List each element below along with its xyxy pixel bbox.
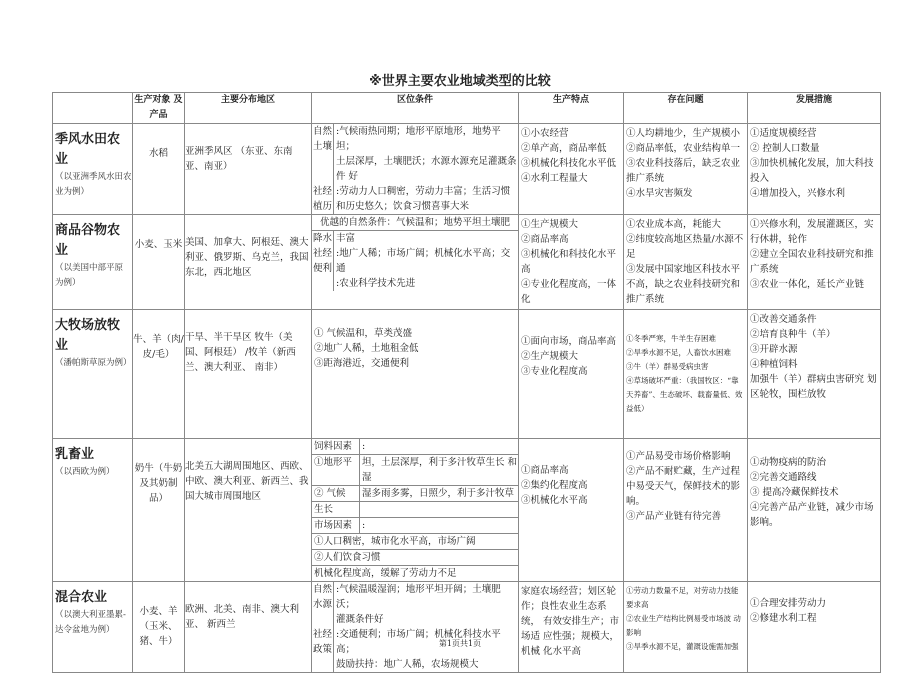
product-cell — [133, 215, 185, 310]
features-cell — [519, 124, 624, 215]
type-example: （以美国中部平原 为例） — [55, 263, 124, 288]
problems-cell — [624, 582, 748, 673]
product-cell — [133, 582, 185, 673]
list-line: ①劳动力数量不足，对劳动力技能要求高 — [626, 586, 739, 609]
measures-cell — [748, 310, 881, 439]
region-cell — [185, 310, 312, 439]
header-cell: 生产对象 及产品 — [133, 93, 185, 124]
table-row — [53, 124, 881, 215]
location-line: 丰富 — [336, 233, 356, 244]
location-group — [312, 582, 518, 627]
list-line: ②建立全国农业科技研究和推广系统 — [750, 249, 874, 275]
page-footer: 第1页共1页 — [438, 639, 482, 648]
header-cell — [53, 93, 133, 124]
location-key: 社经植历 — [312, 186, 332, 212]
list-line: ①面向市场，商品率高 — [521, 336, 617, 347]
measures-cell — [748, 582, 881, 673]
type-example: （以亚洲季风水田农业为例） — [55, 172, 132, 197]
location-cell — [312, 310, 519, 439]
measures-cell — [748, 215, 881, 310]
location-cell — [312, 215, 519, 310]
location-line: :地广人稀；市场广阔；机械化水平高；交通 — [336, 248, 511, 274]
list-line: ①农业成本高，耗能大 — [626, 219, 722, 230]
location-values — [334, 582, 518, 627]
list-line: ④草场破坏严重：（我国牧区：“靠天养畜”、生态破坏、载畜量低、效益低） — [626, 376, 743, 413]
product-text: 牛、羊（肉/皮/毛） — [133, 334, 184, 360]
list-line: ①适度规模经营 — [750, 128, 817, 139]
list-line: ②农业生产结构比例易受市场波 动影响 — [626, 614, 741, 637]
table-row — [53, 215, 881, 310]
list-line: ④增加投入，兴修水利 — [750, 188, 846, 199]
region-cell — [185, 215, 312, 310]
list-line: ③机械化科技化水平低 — [521, 158, 617, 169]
table-row — [53, 310, 881, 439]
type-name: 商品谷物农业 — [55, 223, 121, 258]
location-cell — [312, 439, 519, 582]
location-line: 鼓励扶持：地广人稀，农场规模大 — [336, 659, 479, 670]
list-line: ①商品率高 — [521, 465, 569, 476]
type-cell — [53, 582, 133, 673]
location-group — [312, 517, 518, 533]
location-key: 生长 — [312, 502, 360, 517]
region-cell — [185, 439, 312, 582]
list-line: ②完善交通路线 — [750, 472, 817, 483]
location-key: 社经政策 — [312, 627, 334, 672]
list-line: ②商品率低，农业结构单一 — [626, 143, 741, 154]
list-line: ①合理安排劳动力 — [750, 598, 827, 609]
list-line: ②集约化程度高 — [521, 480, 588, 491]
product-text: 小麦、玉米 — [134, 239, 183, 250]
list-line: ②单产高，商品率低 — [521, 143, 607, 154]
product-text: 水稻 — [148, 148, 168, 159]
features-cell — [519, 215, 624, 310]
location-group — [312, 485, 518, 501]
list-line: ④专业化程度高，一体化 — [521, 279, 617, 305]
type-name: 乳畜业 — [55, 447, 95, 462]
list-line: ②旱季水源不足，人畜饮水困难 — [626, 348, 731, 357]
type-example: （以西欧为例） — [55, 467, 115, 477]
location-key: 社经便利 — [312, 246, 334, 291]
location-key: 自然土壤 — [312, 124, 334, 184]
region-text: 北美五大湖周围地区、西欧、中欧、澳大利亚、新西兰、我国大城市周围地区 — [185, 461, 309, 502]
list-line: 加强牛（羊）群病虫害研究 划区轮牧，围栏放牧 — [750, 374, 877, 400]
list-line: ③农业一体化，延长产业链 — [750, 279, 865, 290]
location-line: 灌溉条件好 — [336, 614, 384, 625]
location-line: ①人口稠密，城市化水平高，市场广阔 — [312, 533, 518, 549]
product-text: 小麦、羊（玉米、猪、牛） — [139, 606, 178, 647]
location-line: :劳动力人口稠密，劳动力丰富；生活习惯和历史悠久；饮食习惯喜事大米 — [336, 186, 511, 212]
list-line: ④种植饲料 — [750, 359, 798, 370]
location-line: ②人们饮食习惯 — [312, 549, 518, 565]
location-group — [312, 184, 518, 214]
location-line: 机械化程度高，缓解了劳动力不足 — [312, 565, 518, 581]
location-line: :气候温暖湿润；地形平坦开阔；土壤肥沃； — [336, 584, 501, 610]
region-text: 欧洲、北美、南非、澳大利亚、 新西兰 — [185, 604, 300, 630]
location-cell — [312, 124, 519, 215]
problems-cell — [624, 215, 748, 310]
region-text: 美国、加拿大、阿根廷、澳大利亚、俄罗斯、乌克兰，我国东北，西北地区 — [185, 237, 309, 278]
features-cell — [519, 439, 624, 582]
location-group — [312, 124, 518, 184]
list-line: ①兴修水利，发展灌溉区，实 行休耕，轮作 — [750, 219, 874, 245]
product-cell — [133, 124, 185, 215]
location-group — [312, 627, 518, 672]
list-line: ④水利工程量大 — [521, 173, 588, 184]
product-text: 奶牛（牛奶及其奶制品） — [134, 463, 183, 504]
location-values — [334, 627, 518, 672]
list-line: ②产品不耐贮藏，生产过程中易受天气，保鲜技术的影响。 — [626, 466, 741, 507]
location-line: 土层深厚，土壤肥沃；水源水源充足灌溉条件 好 — [336, 156, 517, 182]
location-values — [334, 124, 518, 184]
measures-cell — [748, 439, 881, 582]
list-line: ③机械化和科技化水平高 — [521, 249, 617, 275]
region-cell — [185, 582, 312, 673]
list-line: ②修建水利工程 — [750, 613, 817, 624]
location-group — [312, 439, 518, 454]
list-line: ② 控制人口数量 — [750, 143, 820, 154]
list-line: ③ 提高冷藏保鲜技术 — [750, 487, 839, 498]
type-example: （潘帕斯草原为例） — [55, 358, 132, 368]
region-text: 亚洲季风区 （东亚、东南亚、南亚） — [185, 146, 293, 172]
location-key: 饲料因素 — [312, 439, 360, 454]
location-values — [334, 246, 518, 291]
measures-cell — [748, 124, 881, 215]
header-cell: 生产特点 — [519, 93, 624, 124]
type-cell — [53, 439, 133, 582]
product-cell — [133, 439, 185, 582]
features-cell — [519, 582, 624, 673]
list-line: ④水旱灾害频发 — [626, 188, 693, 199]
header-row — [53, 93, 881, 124]
list-line: ①产品易受市场价格影响 — [626, 451, 731, 462]
list-line: ③加快机械化发展，加大科技 投入 — [750, 158, 874, 184]
type-name: 季风水田农业 — [55, 132, 121, 167]
list-line: 家庭农场经营；划区轮作；良性农业生态系统， 有效安排生产；市场适 应性强；规模大，机械 化水平高 — [521, 586, 620, 657]
location-group — [312, 230, 518, 246]
list-line: ① 气候温和，草类茂盛 — [314, 328, 413, 339]
problems-cell — [624, 310, 748, 439]
list-line: ④完善产品产业链，减少市场 影响。 — [750, 502, 874, 528]
problems-cell — [624, 439, 748, 582]
location-key: 市场因素 — [312, 518, 360, 533]
header-cell: 发展措施 — [748, 93, 881, 124]
problems-cell — [624, 124, 748, 215]
list-line: ③牛（羊）群易受病虫害 — [626, 362, 709, 371]
location-group — [312, 246, 518, 291]
list-line: ①冬季严寒，牛羊生存困难 — [626, 334, 716, 343]
location-key: 降水 — [312, 233, 332, 244]
header-cell: 区位条件 — [312, 93, 519, 124]
location-cell — [312, 582, 519, 673]
type-cell — [53, 310, 133, 439]
list-line: ③发展中国家地区科技水平不高，缺之农业科技研究和推广系统 — [626, 264, 741, 305]
type-cell — [53, 124, 133, 215]
list-line: ②培育良种牛（羊） — [750, 329, 836, 340]
list-line: ③开辟水源 — [750, 344, 798, 355]
list-line: ③专业化程度高 — [521, 366, 588, 377]
list-line: ②生产规模大 — [521, 351, 579, 362]
list-line: ②纬度较高地区热量/水源不足 — [626, 234, 744, 260]
location-line: :气候雨热同期；地形平原地形，地势平坦； — [336, 126, 501, 152]
header-cell: 主要分布地区 — [185, 93, 312, 124]
location-value: : — [362, 441, 366, 452]
product-cell — [133, 310, 185, 439]
features-cell — [519, 310, 624, 439]
location-group — [312, 501, 518, 517]
list-line: ③农业科技落后，缺乏农业推广系统 — [626, 158, 741, 184]
region-text: 干旱、半干旱区 牧牛（美国、阿根廷） /牧羊（新西兰、澳大利亚、 南非） — [185, 332, 296, 373]
location-group — [312, 454, 518, 485]
list-line: ①小农经营 — [521, 128, 569, 139]
table-row — [53, 439, 881, 582]
location-value — [360, 502, 518, 517]
header-cell: 存在问题 — [624, 93, 748, 124]
list-line: ③机械化水平高 — [521, 495, 588, 506]
type-name: 混合农业 — [55, 590, 108, 605]
location-top: 优越的自然条件：气候温和；地势平坦土壤肥 — [319, 217, 510, 228]
list-line: ①生产规模大 — [521, 219, 579, 230]
location-key: 自然水源 — [312, 582, 334, 627]
location-key: ② 气候 — [312, 486, 360, 501]
location-line: :农业科学技术先进 — [336, 278, 416, 289]
comparison-table — [52, 92, 881, 673]
list-line: ③旱季水源不足，灌溉设施需加强 — [626, 642, 739, 651]
location-value: 湿多雨多雾，日照少，利于多汁牧草 — [362, 488, 515, 499]
type-cell — [53, 215, 133, 310]
location-value: : — [362, 520, 366, 531]
list-line: ②地广人稀，土地租金低 — [314, 343, 419, 354]
region-cell — [185, 124, 312, 215]
type-example: （以澳大利亚墨累-达令盆地为例） — [55, 610, 126, 635]
list-line: ③距海港近，交通便利 — [314, 358, 410, 369]
type-name: 大牧场放牧业 — [55, 318, 121, 353]
list-line: ①改善交通条件 — [750, 314, 817, 325]
table-row — [53, 582, 881, 673]
location-line: :交通便利；市场广阔；机械化科技水平高； — [336, 629, 501, 655]
page-title: ※世界主要农业地域类型的比较 — [369, 74, 551, 89]
list-line: ①动物疫病的防治 — [750, 457, 827, 468]
list-line: ③产品产业链有待完善 — [626, 511, 722, 522]
location-value: 坦，土层深厚，利于多汁牧草生长 和湿 — [362, 457, 518, 483]
list-line: ②商品率高 — [521, 234, 569, 245]
location-values — [334, 184, 518, 214]
list-line: ①人均耕地少，生产规模小 — [626, 128, 741, 139]
location-key: ①地形平 — [312, 455, 360, 485]
location-values — [334, 231, 518, 246]
